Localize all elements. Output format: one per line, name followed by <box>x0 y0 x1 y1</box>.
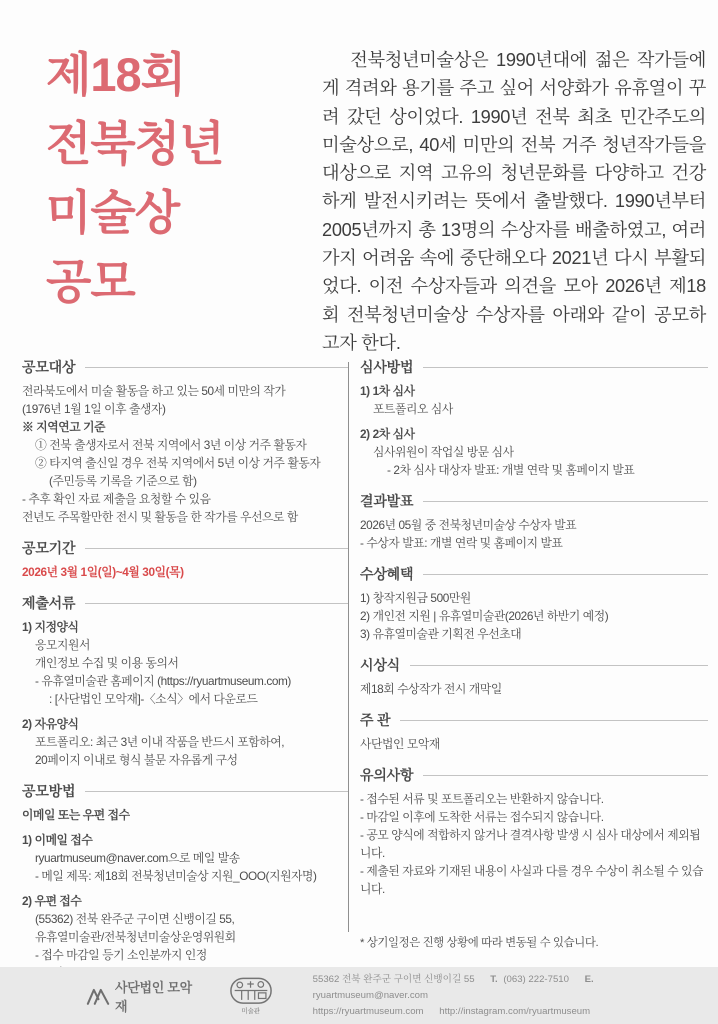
title-line: 미술상 <box>46 186 180 239</box>
text-line: 사단법인 모악재 <box>360 737 440 751</box>
heading-rule <box>400 720 708 721</box>
section-documents <box>22 594 348 769</box>
text-line: ② 타지역 출신일 경우 전북 지역에서 5년 이상 거주 활동자 <box>35 456 321 470</box>
text-line: 전라북도에서 미술 활동을 하고 있는 50세 미만의 작가 <box>22 384 286 398</box>
title-line: 제18회 <box>46 48 186 101</box>
section-title: 공모대상 <box>22 359 76 375</box>
section-title: 시상식 <box>360 657 400 673</box>
text-line: 제18회 수상작가 전시 개막일 <box>360 682 502 696</box>
text-line: 전년도 주목할만한 전시 및 활동을 한 작가를 우선으로 함 <box>22 510 298 524</box>
heading-rule <box>423 775 708 776</box>
footer-email-label: E. <box>584 973 594 985</box>
text-line: - 추후 확인 자료 제출을 요청할 수 있음 <box>22 492 211 506</box>
text-line: - 마감일 이후에 도착한 서류는 접수되지 않습니다. <box>360 810 604 824</box>
section-ceremony <box>360 656 708 698</box>
text-line: - 메일 제목: 제18회 전북청년미술상 지원_OOO(지원자명) <box>35 869 317 883</box>
footer-address: 55362 전북 완주군 구이면 신뱅이길 55 <box>312 973 475 985</box>
section-title: 공모기간 <box>22 540 76 556</box>
poster-title <box>46 40 224 316</box>
text-line: ryuartmuseum@naver.com으로 메일 발송 <box>35 851 240 865</box>
text-line: 1) 창작지원금 500만원 <box>360 591 471 605</box>
mountain-logo-icon <box>86 986 110 1005</box>
organization-name: 사단법인 모악재 <box>115 979 192 1014</box>
footer-line-2 <box>313 1004 718 1020</box>
text-line: 응모지원서 <box>35 638 90 652</box>
section-heading <box>360 711 708 729</box>
schedule-change-note: * 상기일정은 진행 상황에 따라 변동될 수 있습니다. <box>360 937 599 949</box>
section-results <box>360 492 708 552</box>
text-line: 2026년 05월 중 전북청년미술상 수상자 발표 <box>360 518 577 532</box>
section-title: 주 관 <box>360 712 391 728</box>
heading-rule <box>423 501 708 502</box>
text-line: : [사단법인 모악재]-〈소식〉에서 다운로드 <box>49 692 258 706</box>
text-line: 20페이지 이내로 형식 불문 자유롭게 구성 <box>35 753 238 767</box>
museum-logo-icon <box>229 977 273 1005</box>
footer-tel-label: T. <box>490 973 498 985</box>
text-line: 2) 우편 접수 <box>22 894 82 908</box>
section-title: 제출서류 <box>22 595 76 611</box>
text-line: - 유휴열미술관 홈페이지 (https://ryuartmuseum.com) <box>35 674 291 688</box>
organization-logo <box>86 977 201 1015</box>
text-line: 1) 이메일 접수 <box>22 833 93 847</box>
footer-line-1 <box>313 972 718 1004</box>
text-line: - 접수 마감일 등기 소인분까지 인정 <box>35 948 207 962</box>
intro-paragraph: 전북청년미술상은 1990년대에 젊은 작가들에게 격려와 용기를 주고 싶어 서양화가 유휴열이 꾸려 갔던 상이었다. 1990년 전북 최초 민간주도의 미술상으로, 40세 미만의 전북 거주 청년작가들을 대상으로 지역 고유의 청년문화를 다양하고 건강하게 발전시키려는 뜻에서 출발했다. 1990년부터 2005년까지 총 13명의 수상자를 배출하였고, 여러 가지 어려움 속에 중단해오다 2021년 다시 부활되었다. 이전 수상자들과 의견을 모아 2026년 제18회 전북청년미술상 수상자를 아래와 같이 공모하고자 한다. <box>322 50 706 353</box>
section-title: 유의사항 <box>360 767 414 783</box>
title-line: 전북청년 <box>46 117 224 170</box>
text-line: 2) 자유양식 <box>22 717 79 731</box>
section-period <box>22 539 348 581</box>
section-heading <box>22 539 348 557</box>
heading-rule <box>85 548 348 549</box>
text-line: 1) 1차 심사 <box>360 384 415 398</box>
text-line: 이메일 또는 우편 접수 <box>22 808 130 822</box>
section-heading <box>360 656 708 674</box>
heading-rule <box>410 665 708 666</box>
text-line: 2) 개인전 지원 | 유휴열미술관(2026년 하반기 예정) <box>360 609 609 623</box>
text-line: (55362) 전북 완주군 구이면 신뱅이길 55, <box>35 912 235 926</box>
section-eligibility <box>22 358 348 526</box>
text-line: - 수상자 발표: 개별 연락 및 홈페이지 발표 <box>360 536 563 550</box>
right-column <box>360 358 708 911</box>
footer-contact <box>313 972 718 1020</box>
section-heading <box>22 358 348 376</box>
text-line: 2) 2차 심사 <box>360 427 415 441</box>
text-line: (주민등록 기록을 기준으로 함) <box>49 474 197 488</box>
text-line: 유휴열미술관/전북청년미술상운영위원회 <box>35 930 236 944</box>
section-heading <box>22 594 348 612</box>
heading-rule <box>85 367 348 368</box>
section-title: 결과발표 <box>360 493 414 509</box>
heading-rule <box>423 574 708 575</box>
footer <box>0 967 718 1024</box>
text-line: ① 전북 출생자로서 전북 지역에서 3년 이상 거주 활동자 <box>35 438 307 452</box>
text-line: 포트폴리오 심사 <box>373 402 453 416</box>
section-organizer <box>360 711 708 753</box>
section-method <box>22 782 348 982</box>
text-line: (1976년 1월 1일 이후 출생자) <box>22 402 166 416</box>
section-heading <box>360 358 708 376</box>
section-heading <box>22 782 348 800</box>
text-line: 포트폴리오: 최근 3년 이내 작품을 반드시 포함하여, <box>35 735 285 749</box>
text-line: 심사위원이 작업실 방문 심사 <box>373 445 514 459</box>
text-line: 2026년 3월 1일(일)~4월 30일(목) <box>22 565 184 579</box>
footer-phone: (063) 222-7510 <box>503 973 569 985</box>
museum-logo-label: 미술관 <box>241 1007 260 1015</box>
title-line: 공모 <box>46 255 135 308</box>
text-line: 3) 유휴열미술관 기획전 우선초대 <box>360 627 522 641</box>
column-divider <box>348 362 349 932</box>
heading-rule <box>85 791 348 792</box>
footer-website: https://ryuartmuseum.com <box>312 1005 424 1017</box>
footer-logos <box>86 977 273 1015</box>
museum-logo <box>229 977 273 1015</box>
left-column <box>22 358 348 995</box>
section-heading <box>360 565 708 583</box>
section-title: 심사방법 <box>360 359 414 375</box>
text-line: ※ 지역연고 기준 <box>22 420 106 434</box>
text-line: - 공모 양식에 적합하지 않거나 결격사항 발생 시 심사 대상에서 제외됩니다. <box>360 828 701 860</box>
section-screening <box>360 358 708 479</box>
footer-email: ryuartmuseum@naver.com <box>312 989 428 1001</box>
text-line: - 제출된 자료와 기재된 내용이 사실과 다를 경우 수상이 취소될 수 있습니다. <box>360 864 704 896</box>
section-title: 공모방법 <box>22 783 76 799</box>
heading-rule <box>85 603 348 604</box>
text-line: 개인정보 수집 및 이용 동의서 <box>35 656 179 670</box>
section-benefits <box>360 565 708 643</box>
section-notes <box>360 766 708 898</box>
section-heading <box>360 766 708 784</box>
footer-instagram: http://instagram.com/ryuartmuseum <box>439 1005 591 1017</box>
section-heading <box>360 492 708 510</box>
heading-rule <box>423 367 708 368</box>
text-line: - 2차 심사 대상자 발표: 개별 연락 및 홈페이지 발표 <box>387 463 635 477</box>
text-line: 1) 지정양식 <box>22 620 79 634</box>
section-title: 수상혜택 <box>360 566 414 582</box>
text-line: - 접수된 서류 및 포트폴리오는 반환하지 않습니다. <box>360 792 604 806</box>
